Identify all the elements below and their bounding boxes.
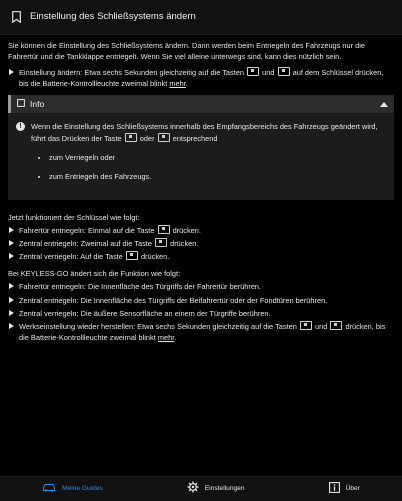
key-function-section [8,212,394,262]
step-arrow-icon [9,310,14,316]
step-text-part: drücken. [170,239,199,249]
section-heading: Bei KEYLESS-GO ändert sich die Funktion wie folgt: [8,269,181,279]
more-link[interactable]: mehr [169,79,186,89]
info-icon [329,482,340,497]
info-list-item: • zum Verriegeln oder [49,152,382,163]
bottom-nav [0,476,402,501]
step-text [19,67,394,89]
content-area [8,40,394,345]
step-reset [8,321,394,343]
unlock-key-icon [278,67,290,76]
bookmark-icon[interactable] [10,10,22,24]
step-arrow-icon [9,253,14,259]
step-text-part: Zentral verriegeln: Auf die Taste [19,252,123,262]
lock-key-icon [126,251,138,260]
step-text: Zentral entriegeln: Die Innenfläche des Türgriffs der Beifahrertür oder der Fondtüren berühren. [19,295,328,305]
unlock-key-icon [158,133,170,142]
step-text-part: drücken. [172,225,201,235]
step-arrow-icon [9,323,14,329]
info-circle-icon: ! [16,122,25,131]
nav-label: Meine Guides [62,485,103,493]
step-text: Fahrertür entriegeln: Die Innenfläche des Türgriffs der Fahrertür berühren. [19,282,262,292]
step-text-part: Fahrertür entriegeln: Einmal auf die Taste [19,225,155,235]
step-text: Zentral verriegeln: Die äußere Sensorfläche an einem der Türgriffe berühren. [19,308,271,318]
info-list-item: • zum Entriegeln des Fahrzeugs. [49,171,382,182]
step-text [19,251,394,262]
list-item [8,308,394,319]
info-list [31,152,382,182]
page-title: Einstellung des Schließsystems ändern [30,10,196,22]
step-arrow-icon [9,283,14,289]
more-link[interactable]: mehr [157,332,175,342]
step-arrow-icon [9,69,14,75]
intro-text: Sie können die Einstellung des Schließsystems ändern. Dann werden beim Entriegeln des Fahrzeugs nur die Fahrertür und die Tankklappe entriegelt. Wenn Sie viel alleine unterwegs sind, kann dies nützlich sein. [8,41,366,62]
step-change-setting [8,67,394,89]
lock-key-icon [125,133,137,142]
step-text-part: Einstellung ändern: Etwa sechs Sekunden gleichzeitig auf die Tasten [19,68,245,78]
step-text-part: und [314,321,328,331]
info-title: Info [30,99,45,110]
list-item [8,238,394,249]
nav-my-guides[interactable] [42,482,103,496]
list-item [8,295,394,306]
nav-label: Einstellungen [204,485,245,493]
lock-key-icon [300,321,312,330]
step-arrow-icon [9,240,14,246]
info-body [8,113,394,199]
info-text [31,121,382,189]
unlock-key-icon [158,225,170,234]
info-square-icon [17,99,25,110]
step-text [19,238,394,249]
step-text-part: drücken, bis die Batterie-Kontrollleuchte zweimal blinkt [19,321,386,342]
info-text-part: oder [139,133,155,143]
header-bar [0,0,402,35]
step-text-part: und [262,68,275,78]
lock-key-icon [247,67,259,76]
keyless-go-section [8,268,394,343]
nav-about[interactable] [329,482,360,497]
step-arrow-icon [9,297,14,303]
info-header[interactable] [8,95,394,113]
step-text [19,225,394,236]
unlock-key-icon [330,321,342,330]
info-text-part: Wenn die Einstellung des Schließsystems innerhalb des Empfangsbereichs des Fahrzeugs geändert wird, führt das Drücken der Taste [31,122,378,143]
gear-icon [187,481,199,497]
collapse-icon[interactable] [380,102,388,107]
step-text-part: Werkseinstellung wieder herstellen: Etwa sechs Sekunden gleichzeitig auf die Tasten [19,321,297,331]
step-text [19,321,394,343]
car-icon [42,482,56,496]
info-text-part: entsprechend [172,133,218,143]
nav-label: Über [345,485,360,493]
step-text-part: Zentral entriegeln: Zweimal auf die Taste [19,239,152,249]
step-arrow-icon [9,227,14,233]
unlock-key-icon [155,238,167,247]
section-heading: Jetzt funktioniert der Schlüssel wie folgt: [8,212,140,222]
step-text-part: . [174,332,177,342]
nav-settings[interactable] [187,481,245,497]
list-item [8,281,394,292]
step-text-part: . [185,79,188,89]
step-text-part: drücken. [140,252,170,262]
list-item [8,225,394,236]
info-box [8,95,394,199]
list-item [8,251,394,262]
step-text-part: auf dem Schlüssel drücken, bis die Batterie-Kontrollleuchte zweimal blinkt [19,68,384,89]
